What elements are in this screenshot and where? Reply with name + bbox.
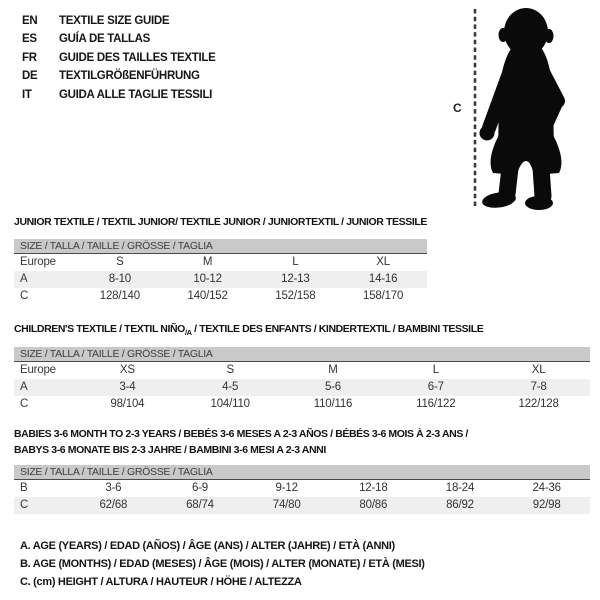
language-list	[22, 12, 216, 104]
title-line: BABIES 3-6 MONTH TO 2-3 YEARS / BEBÉS 3-6 MESES A 2-3 AÑOS / BÉBÉS 3-6 MOIS À 2-3 ANS /	[14, 428, 468, 440]
height-measure-label: C	[453, 101, 462, 115]
legend-line-a: A. AGE (YEARS) / EDAD (AÑOS) / ÂGE (ANS) / ALTER (JAHRE) / ETÀ (ANNI)	[20, 540, 395, 552]
value-cell: 62/68	[99, 499, 128, 511]
children-size-table	[14, 347, 590, 413]
value-cell: 6-7	[427, 381, 444, 393]
table-row-age	[14, 271, 427, 288]
value-cell: 128/140	[99, 290, 140, 302]
language-label: TEXTILGRÖßENFÜHRUNG	[59, 70, 200, 83]
value-cell: 74/80	[272, 499, 301, 511]
value-cell: 86/92	[446, 499, 474, 511]
size-table-header: SIZE / TALLA / TAILLE / GRÖSSE / TAGLIA	[14, 347, 590, 362]
baby-silhouette-icon	[437, 2, 587, 212]
value-cell: 3-4	[119, 381, 136, 393]
row-label: C	[20, 499, 29, 511]
value-cell: 3-6	[105, 482, 122, 494]
title-subscript: /A	[184, 328, 192, 338]
size-table-header: SIZE / TALLA / TAILLE / GRÖSSE / TAGLIA	[14, 239, 427, 254]
value-cell: 152/158	[275, 290, 316, 302]
row-label: A	[20, 381, 28, 393]
table-row-height	[14, 288, 427, 305]
value-cell: 158/170	[363, 290, 404, 302]
language-code: ES	[22, 33, 37, 46]
title-part: CHILDREN'S TEXTILE / TEXTIL NIÑO	[14, 323, 185, 335]
language-row-es	[22, 30, 216, 48]
language-label: GUÍA DE TALLAS	[59, 33, 150, 46]
language-label: TEXTILE SIZE GUIDE	[59, 15, 170, 27]
value-cell: 18-24	[445, 482, 475, 494]
value-cell: 6-9	[191, 482, 208, 494]
children-section-title	[14, 323, 483, 337]
value-cell: 9-12	[275, 482, 298, 494]
language-row-en	[22, 12, 216, 30]
size-cell: S	[116, 256, 124, 268]
size-cell: XL	[531, 364, 546, 376]
row-label: C	[20, 290, 29, 302]
size-cell: XS	[119, 364, 135, 376]
value-cell: 4-5	[222, 381, 239, 393]
value-cell: 110/116	[313, 398, 353, 410]
measurement-legend	[20, 537, 425, 592]
babies-size-table	[14, 465, 590, 514]
value-cell: 8-10	[108, 273, 131, 285]
table-row-height	[14, 396, 590, 413]
table-row-height	[14, 497, 590, 514]
value-cell: 10-12	[193, 273, 222, 285]
row-label: Europe	[20, 256, 56, 268]
language-row-it	[22, 86, 216, 104]
junior-section-title: JUNIOR TEXTILE / TEXTIL JUNIOR/ TEXTILE JUNIOR / JUNIORTEXTIL / JUNIOR TESSILE	[14, 216, 427, 228]
table-row-months	[14, 480, 590, 497]
row-label: B	[20, 482, 28, 494]
value-cell: 12-18	[359, 482, 388, 494]
row-label: C	[20, 398, 29, 410]
legend-line-c: C. (cm) HEIGHT / ALTURA / HAUTEUR / HÖHE / ALTEZZA	[20, 576, 302, 589]
size-cell: M	[328, 364, 338, 376]
language-code: IT	[22, 88, 32, 101]
value-cell: 12-13	[281, 273, 310, 285]
value-cell: 80/86	[359, 499, 388, 511]
language-code: EN	[22, 15, 38, 27]
title-part: / TEXTILE DES ENFANTS / KINDERTEXTIL / BAMBINI TESSILE	[191, 323, 484, 335]
size-cell: M	[202, 256, 213, 268]
value-cell: 98/104	[110, 398, 145, 410]
junior-size-table	[14, 239, 427, 305]
size-cell: L	[292, 256, 299, 268]
language-row-de	[22, 67, 216, 85]
value-cell: 5-6	[324, 381, 341, 393]
language-label: GUIDA ALLE TAGLIE TESSILI	[59, 88, 213, 101]
size-cell: XL	[376, 256, 390, 268]
value-cell: 68/74	[186, 499, 214, 511]
value-cell: 92/98	[532, 499, 561, 511]
language-label: GUIDE DES TAILLES TEXTILE	[59, 51, 216, 64]
value-cell: 116/122	[416, 398, 456, 410]
value-cell: 24-36	[532, 482, 561, 494]
value-cell: 7-8	[530, 381, 547, 393]
legend-line-b: B. AGE (MONTHS) / EDAD (MESES) / ÂGE (MOIS) / ALTER (MONATE) / ETÀ (MESI)	[20, 558, 425, 571]
size-cell: L	[432, 364, 439, 376]
value-cell: 140/152	[187, 290, 228, 302]
language-code: FR	[22, 51, 37, 64]
value-cell: 104/110	[210, 398, 250, 410]
babies-section-title	[14, 427, 514, 458]
title-line: BABYS 3-6 MONATE BIS 2-3 JAHRE / BAMBINI 3-6 MESI A 2-3 ANNI	[14, 443, 326, 456]
size-cell: S	[226, 364, 234, 376]
table-row-age	[14, 379, 590, 396]
value-cell: 14-16	[368, 273, 398, 285]
value-cell: 122/128	[518, 398, 559, 410]
size-table-header: SIZE / TALLA / TAILLE / GRÖSSE / TAGLIA	[14, 465, 590, 480]
row-label: A	[20, 273, 28, 285]
language-code: DE	[22, 70, 38, 83]
row-label: Europe	[20, 364, 56, 376]
language-row-fr	[22, 49, 216, 67]
table-row-europe	[14, 362, 590, 379]
table-row-europe	[14, 254, 427, 271]
